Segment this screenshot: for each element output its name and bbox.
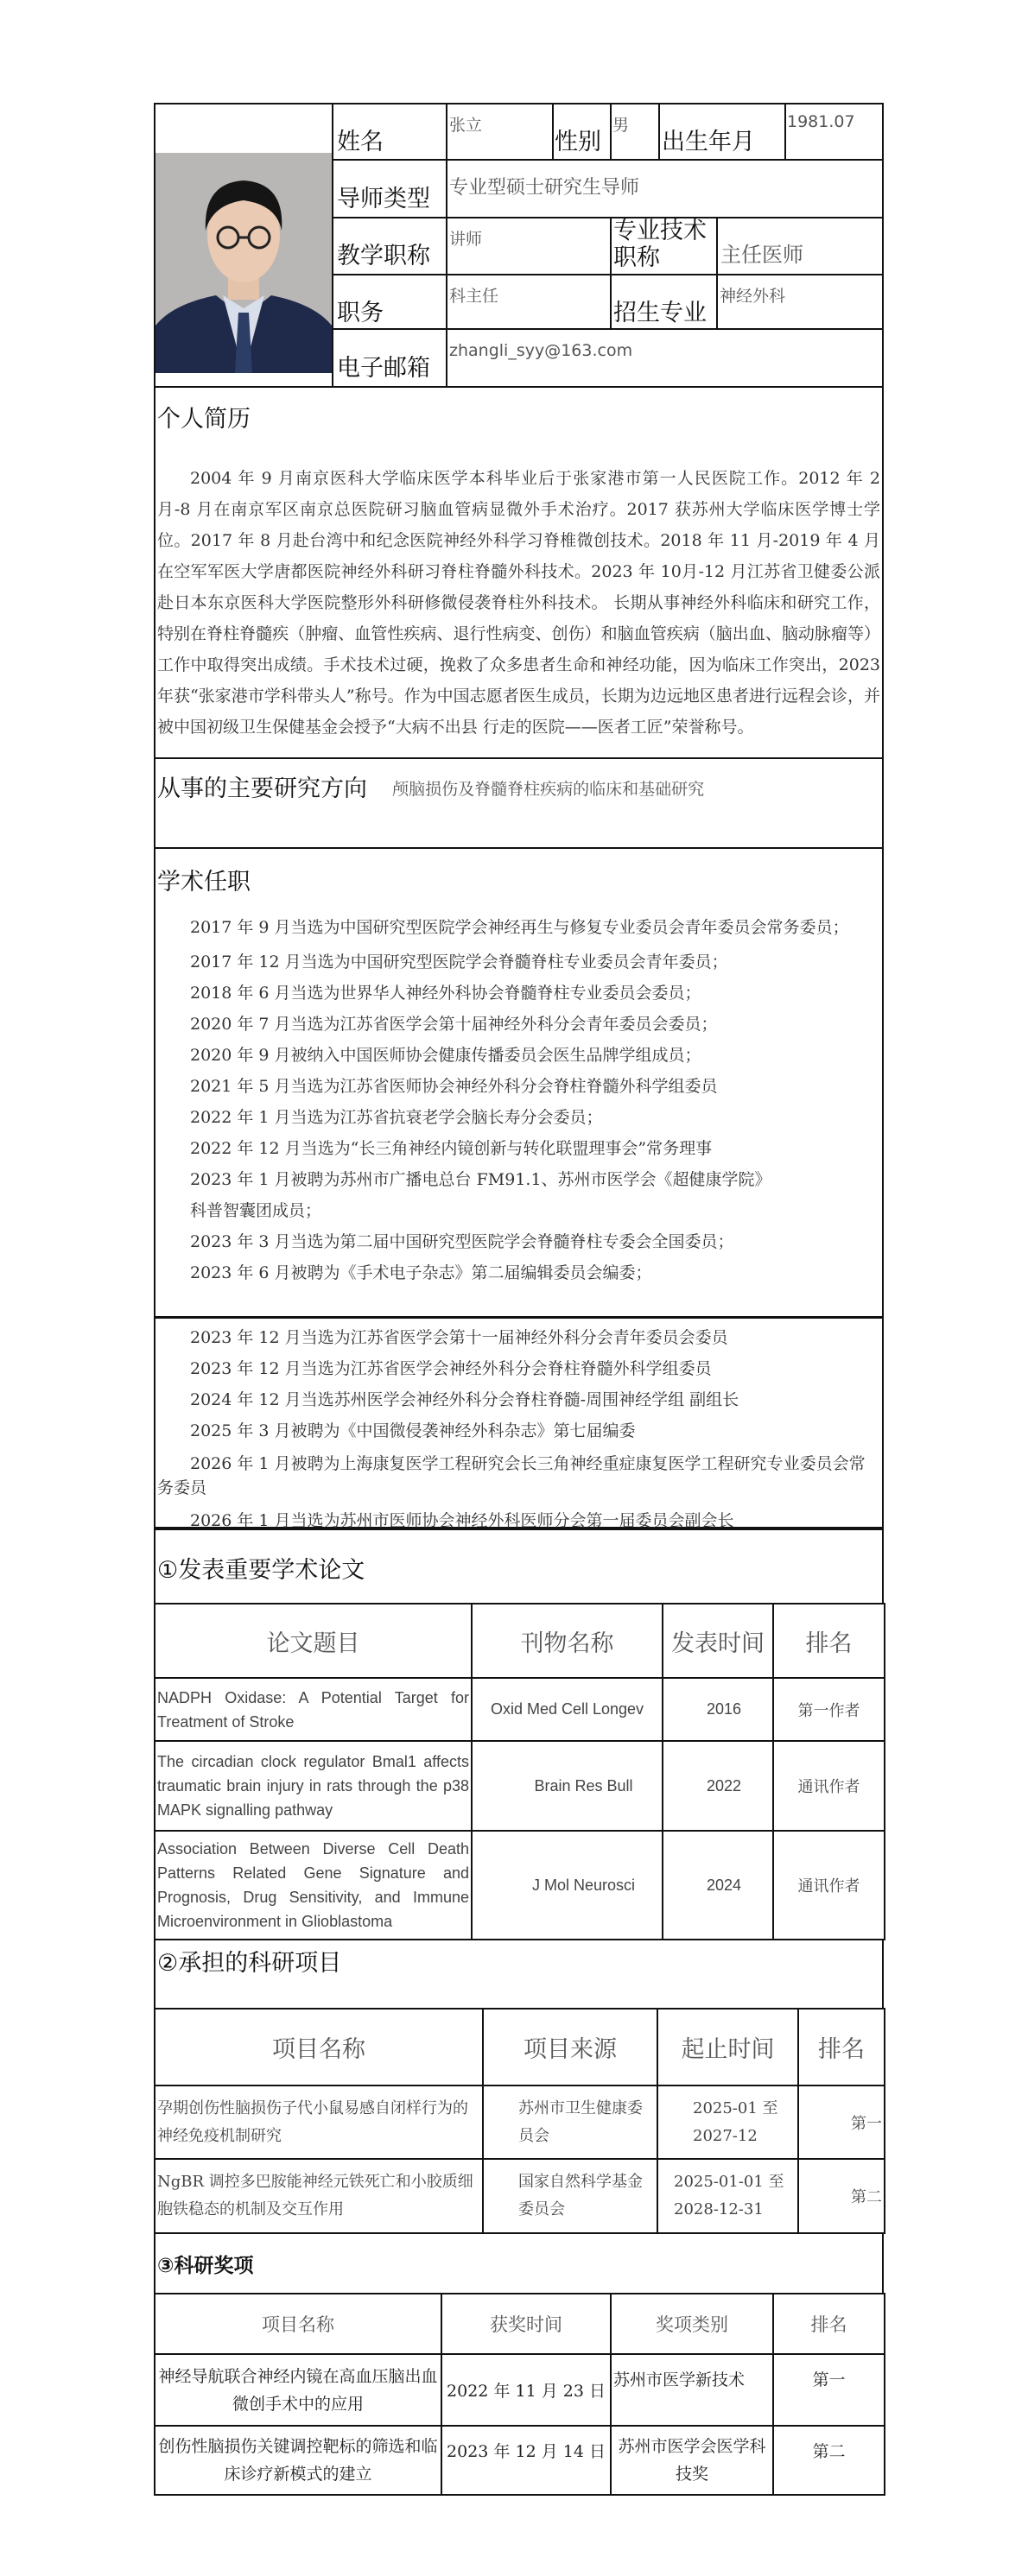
project-rank: 第一 [798,2085,885,2159]
paper-journal: J Mol Neurosci [472,1831,663,1940]
tech-title-value: 主任医师 [720,243,803,267]
col-divider [716,217,718,328]
col-header: 发表时间 [663,1604,773,1678]
project-period: 2025-01-01 至 2028-12-31 [657,2159,798,2233]
position-item: 2026 年 1 月当选为苏州市医师协会神经外科医师分会第一届委员会副会长 [190,1511,734,1530]
name-value: 张立 [449,116,483,135]
table-row [155,2085,885,2159]
birth-label: 出生年月 [662,129,755,155]
teaching-title-value: 讲师 [449,230,483,249]
bio-title: 个人简历 [157,406,251,433]
papers-table [154,1603,885,1940]
paper-year: 2022 [663,1741,773,1831]
bio-section [154,386,884,759]
profile-photo [155,153,332,373]
position-item: 2023 年 12 月当选为江苏省医学会神经外科分会脊柱脊髓外科学组委员 [190,1359,712,1378]
project-source: 国家自然科学基金委员会 [483,2159,657,2233]
col-header: 排名 [773,1604,885,1678]
awards-table [154,2293,885,2496]
email-value: zhangli_syy@163.com [449,341,633,360]
paper-journal: Brain Res Bull [472,1741,663,1831]
position-item: 2023 年 3 月当选为第二届中国研究型医院学会脊髓脊柱专委会全国委员； [190,1232,734,1251]
paper-title: NADPH Oxidase: A Potential Target for Treatment of Stroke [155,1678,472,1741]
paper-year: 2024 [663,1831,773,1940]
position-item: 2022 年 12 月当选为“长三角神经内镜创新与转化联盟理事会”常务理事 [190,1139,713,1158]
table-row [155,2354,885,2426]
award-date: 2022 年 11 月 23 日 [441,2354,611,2426]
table-row [155,2426,885,2495]
paper-title: The circadian clock regulator Bmal1 affects traumatic brain injury in rats through the p38 MAPK signalling pathway [155,1741,472,1831]
award-name: 创伤性脑损伤关键调控靶标的筛选和临床诊疗新模式的建立 [155,2426,441,2495]
tech-title-label: 专业技术职称 [613,218,707,271]
major-label: 招生专业 [613,300,707,326]
col-divider [610,103,612,159]
row-divider [333,159,884,161]
col-divider [552,103,554,159]
col-divider [784,103,786,159]
position-item: 2017 年 12 月当选为中国研究型医院学会脊髓脊柱专业委员会青年委员； [190,953,728,972]
col-header: 起止时间 [657,2009,798,2085]
name-label: 姓名 [337,129,384,155]
projects-title: ②承担的科研项目 [157,1950,342,1977]
papers-title: ①发表重要学术论文 [157,1557,365,1584]
mentor-type-label: 导师类型 [337,186,430,212]
major-value: 神经外科 [720,287,786,306]
position-value: 科主任 [449,287,499,306]
gender-label: 性别 [555,129,601,155]
research-title: 从事的主要研究方向 [157,775,367,802]
position-item: 2021 年 5 月当选为江苏省医师协会神经外科分会脊柱脊髓外科学组委员 [190,1077,718,1096]
table-row [155,1741,885,1831]
award-date: 2023 年 12 月 14 日 [441,2426,611,2495]
email-label: 电子邮箱 [337,355,430,382]
gender-value: 男 [612,116,630,135]
academic-title: 学术任职 [157,869,251,896]
paper-title: Association Between Diverse Cell Death Patterns Related Gene Signature and Prognosis, Drug Sensitivity, and Immune Microenvironment in Glioblastoma [155,1831,472,1940]
col-divider [446,103,447,388]
position-item: 2026 年 1 月被聘为上海康复医学工程研究会长三角神经重症康复医学工程研究专业委员会常务委员 [157,1454,866,1497]
position-item: 2023 年 6 月被聘为《手术电子杂志》第二届编辑委员会编委； [190,1263,652,1282]
table-row [155,1831,885,1940]
col-header: 获奖时间 [441,2294,611,2354]
project-period: 2025-01 至 2027-12 [657,2085,798,2159]
row-divider [333,328,884,330]
award-rank: 第二 [773,2426,885,2495]
projects-table [154,2008,885,2234]
position-item: 2023 年 1 月被聘为苏州市广播电总台 FM91.1、苏州市医学会《超健康学院》 [190,1170,771,1189]
project-name: 孕期创伤性脑损伤子代小鼠易感自闭样行为的神经免疫机制研究 [155,2085,483,2159]
award-category: 苏州市医学新技术 [611,2354,773,2426]
position-item: 2025 年 3 月被聘为《中国微侵袭神经外科杂志》第七届编委 [190,1421,636,1440]
col-header: 项目名称 [155,2009,483,2085]
paper-rank: 通讯作者 [773,1741,885,1831]
project-name: NgBR 调控多巴胺能神经元铁死亡和小胶质细胞铁稳态的机制及交互作用 [155,2159,483,2233]
row-divider [333,274,884,275]
teaching-title-label: 教学职称 [337,243,430,269]
project-rank: 第二 [798,2159,885,2233]
position-label: 职务 [337,300,384,326]
col-divider [658,103,660,159]
paper-rank: 通讯作者 [773,1831,885,1940]
mentor-type-value: 专业型硕士研究生导师 [449,177,640,199]
papers-section [154,1529,884,1604]
col-header: 论文题目 [155,1604,472,1678]
academic-section-continued [154,1316,884,1529]
table-row [155,2159,885,2233]
award-rank: 第一 [773,2354,885,2426]
award-category: 苏州市医学会医学科技奖 [611,2426,773,2495]
position-item: 2020 年 7 月当选为江苏省医学会第十届神经外科分会青年委员会委员； [190,1015,718,1034]
col-header: 奖项类别 [611,2294,773,2354]
table-row [155,1678,885,1741]
awards-title: ③科研奖项 [157,2255,254,2277]
position-item: 2024 年 12 月当选苏州医学会神经外科分会脊柱脊髓-周围神经学组 副组长 [190,1390,739,1409]
birth-value: 1981.07 [787,112,855,131]
col-header: 项目来源 [483,2009,657,2085]
paper-year: 2016 [663,1678,773,1741]
bio-text: 2004 年 9 月南京医科大学临床医学本科毕业后于张家港市第一人民医院工作。2012 年 2 月-8 月在南京军区南京总医院研习脑血管病显微外手术治疗。2017 获苏州大学临床医学博士学位。2017 年 8 月赴台湾中和纪念医院神经外科学习脊椎微创技术。2018 年 11 月-2019 年 4 月在空军军医大学唐都医院神经外科研习脊柱脊髓外科技术。2023 年 10月-12 月江苏省卫健委公派赴日本东京医科大学医院整形外科研修微侵袭脊柱外科技术。 长期从事神经外科临床和研究工作，特别在脊柱脊髓疾（肿瘤、血管性疾病、退行性病变、创伤）和脑血管疾病（脑出血、脑动脉瘤等）工作中取得突出成绩。手术技术过硬，挽救了众多患者生命和神经功能，因为临床工作突出，2023 年获“张家港市学科带头人”称号。作为中国志愿者医生成员，长期为边远地区患者进行远程会诊，并被中国初级卫生保健基金会授予“大病不出县 行走的医院——医者工匠”荣誉称号。 [157,469,880,737]
awards-section [154,2232,884,2294]
position-item: 2022 年 1 月当选为江苏省抗衰老学会脑长寿分会委员； [190,1108,603,1127]
col-header: 项目名称 [155,2294,441,2354]
position-item: 2017 年 9 月当选为中国研究型医院学会神经再生与修复专业委员会青年委员会常务委员； [190,918,849,937]
position-item: 2018 年 6 月当选为世界华人神经外科协会脊髓脊柱专业委员会委员； [190,984,701,1003]
position-item: 2020 年 9 月被纳入中国医师协会健康传播委员会医生品牌学组成员； [190,1046,701,1065]
research-text: 颅脑损伤及脊髓脊柱疾病的临床和基础研究 [392,780,705,799]
row-divider [333,217,884,218]
position-item: 2023 年 12 月当选为江苏省医学会第十一届神经外科分会青年委员会委员 [190,1328,728,1347]
col-divider [610,217,612,328]
col-header: 排名 [798,2009,885,2085]
position-item: 科普智囊团成员； [190,1201,322,1220]
research-section [154,759,884,849]
paper-journal: Oxid Med Cell Longev [472,1678,663,1741]
projects-section [154,1939,884,2010]
academic-section [154,849,884,1318]
paper-rank: 第一作者 [773,1678,885,1741]
award-name: 神经导航联合神经内镜在高血压脑出血微创手术中的应用 [155,2354,441,2426]
project-source: 苏州市卫生健康委员会 [483,2085,657,2159]
col-header: 排名 [773,2294,885,2354]
col-header: 刊物名称 [472,1604,663,1678]
